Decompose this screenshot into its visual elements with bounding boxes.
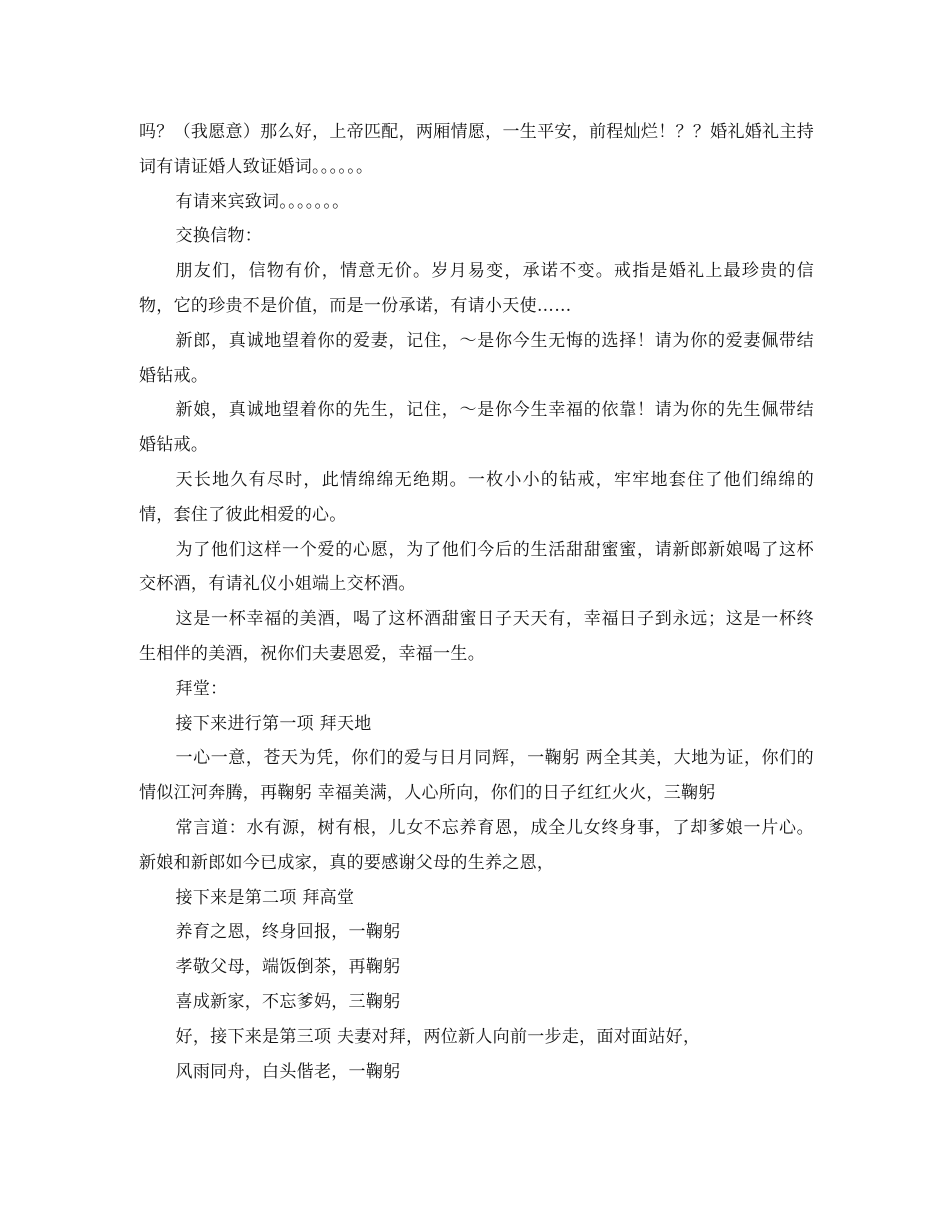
paragraph-3: 交换信物：	[175, 226, 263, 247]
paragraph-14: 接下来是第二项 拜高堂	[175, 887, 355, 908]
paragraph-7: 天长地久有尽时，此情绵绵无绝期。一枚小小的钻戒，牢牢地套住了他们绵绵的情，套住了彼此相爱的心。	[139, 469, 814, 525]
paragraph-11: 接下来进行第一项 拜天地	[175, 713, 372, 734]
paragraph-17: 喜成新家，不忘爹妈，三鞠躬	[175, 991, 401, 1012]
paragraph-12: 一心一意，苍天为凭，你们的爱与日月同辉，一鞠躬 两全其美，大地为证，你们的情似江河奔腾，再鞠躬 幸福美满，人心所向，你们的日子红红火火，三鞠躬	[139, 748, 814, 804]
paragraph-8: 为了他们这样一个爱的心愿，为了他们今后的生活甜甜蜜蜜，请新郎新娘喝了这杯交杯酒，有请礼仪小姐端上交杯酒。	[139, 539, 814, 595]
paragraph-6: 新娘，真诚地望着你的先生，记住，～是你今生幸福的依靠！请为你的先生佩带结婚钻戒。	[139, 400, 814, 456]
paragraph-1: 吗？（我愿意）那么好，上帝匹配，两厢情愿，一生平安，前程灿烂！？？婚礼婚礼主持词有请证婚人致证婚词。。。。。。	[139, 122, 814, 177]
paragraph-2: 有请来宾致词。。。。。。。	[175, 191, 350, 212]
paragraph-4: 朋友们，信物有价，情意无价。岁月易变，承诺不变。戒指是婚礼上最珍贵的信物，它的珍贵不是价值，而是一份承诺，有请小天使……	[139, 261, 814, 316]
paragraph-15: 养育之恩，终身回报，一鞠躬	[175, 922, 401, 943]
paragraph-10: 拜堂：	[175, 678, 228, 699]
document-page	[139, 115, 814, 1089]
paragraph-16: 孝敬父母，端饭倒茶，再鞠躬	[175, 957, 401, 978]
paragraph-18: 好，接下来是第三项 夫妻对拜，两位新人向前一步走，面对面站好，	[175, 1026, 701, 1047]
paragraph-5: 新郎，真诚地望着你的爱妻，记住，～是你今生无悔的选择！请为你的爱妻佩带结婚钻戒。	[139, 330, 814, 386]
paragraph-19: 风雨同舟，白头偕老，一鞠躬	[175, 1061, 401, 1082]
paragraph-9: 这是一杯幸福的美酒，喝了这杯酒甜蜜日子天天有，幸福日子到永远；这是一杯终生相伴的美酒，祝你们夫妻恩爱，幸福一生。	[139, 609, 814, 664]
paragraph-13: 常言道：水有源，树有根，儿女不忘养育恩，成全儿女终身事，了却爹娘一片心。新娘和新郎如今已成家，真的要感谢父母的生养之恩，	[139, 817, 814, 873]
